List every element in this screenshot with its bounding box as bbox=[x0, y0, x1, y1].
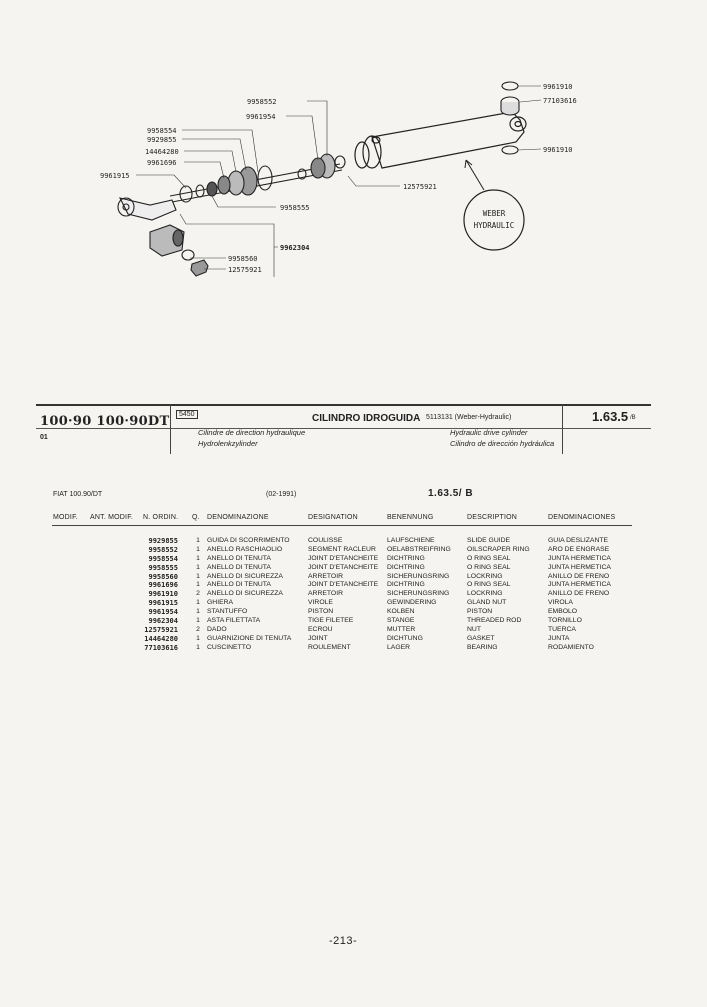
table-row bbox=[0, 626, 707, 635]
model-name: 100·90 100·90DT bbox=[40, 414, 170, 429]
title-english: Hydraulic drive cylinder bbox=[450, 428, 528, 437]
cell-part-number: 9958552 bbox=[148, 545, 178, 554]
cell-name-german: DICHTRING bbox=[387, 581, 425, 589]
col-header-designation: DESIGNATION bbox=[308, 514, 358, 521]
table-ref-code: 1.63.5/ B bbox=[428, 488, 474, 499]
cell-part-number: 9958554 bbox=[148, 554, 178, 563]
col-header-denominazione: DENOMINAZIONE bbox=[207, 514, 269, 521]
cell-name-spanish: ANILLO DE FRENO bbox=[548, 590, 610, 598]
title-code: 5113131 (Weber-Hydraulic) bbox=[426, 414, 512, 421]
label-14464280: 14464280 bbox=[145, 148, 179, 156]
cell-part-number: 9961954 bbox=[148, 608, 178, 617]
cell-name-spanish: RODAMIENTO bbox=[548, 643, 594, 651]
table-row bbox=[0, 564, 707, 573]
model-sub: 01 bbox=[40, 434, 48, 441]
col-header-n-ordin: N. ORDIN. bbox=[143, 514, 179, 521]
page-title: CILINDRO IDROGUIDA bbox=[312, 413, 421, 424]
cell-name-italian: CUSCINETTO bbox=[207, 643, 252, 651]
cell-quantity: 1 bbox=[196, 537, 200, 544]
cell-name-french: PISTON bbox=[308, 608, 334, 616]
cell-name-italian: GUIDA DI SCORRIMENTO bbox=[207, 537, 290, 544]
cell-part-number: 9962304 bbox=[148, 617, 178, 626]
cell-quantity: 1 bbox=[196, 634, 200, 642]
col-header-ant-modif: ANT. MODIF. bbox=[90, 514, 134, 521]
exploded-diagram bbox=[0, 0, 707, 300]
cell-name-german: DICHTUNG bbox=[387, 634, 423, 642]
label-9958560: 9958560 bbox=[228, 255, 258, 263]
cell-part-number: 12575921 bbox=[144, 625, 178, 634]
table-model-line: FIAT 100.90/DT bbox=[53, 491, 103, 498]
cell-name-spanish: ARO DE ENGRASE bbox=[548, 545, 610, 553]
cell-quantity: 1 bbox=[196, 545, 200, 553]
label-9961696: 9961696 bbox=[147, 159, 177, 167]
cell-name-spanish: EMBOLO bbox=[548, 608, 578, 616]
cell-name-german: DICHTRING bbox=[387, 563, 425, 571]
cell-name-english: OILSCRAPER RING bbox=[467, 545, 530, 553]
cell-name-english: O RING SEAL bbox=[467, 554, 511, 562]
cell-name-spanish: TORNILLO bbox=[548, 617, 582, 625]
cell-name-english: GLAND NUT bbox=[467, 599, 507, 607]
cell-name-german: MUTTER bbox=[387, 625, 416, 633]
parts-list bbox=[0, 537, 707, 653]
cell-part-number: 9961696 bbox=[148, 581, 178, 590]
cell-name-italian: GHIERA bbox=[207, 599, 234, 607]
header-underline bbox=[52, 525, 632, 526]
cell-name-italian: ANELLO DI TENUTA bbox=[207, 581, 271, 589]
label-9958555: 9958555 bbox=[280, 204, 310, 212]
cell-name-german: DICHTRING bbox=[387, 554, 425, 562]
cell-name-english: LOCKRING bbox=[467, 572, 503, 580]
table-date-range: (02-1991) bbox=[266, 491, 297, 498]
label-9929855: 9929855 bbox=[147, 136, 177, 144]
cell-part-number: 9961915 bbox=[148, 599, 178, 608]
cell-name-french: ARRETOIR bbox=[308, 572, 343, 580]
group-code-box: 5450 bbox=[176, 410, 198, 419]
cylinder-body bbox=[355, 112, 526, 168]
cell-name-italian: DADO bbox=[207, 625, 227, 633]
cell-name-english: O RING SEAL bbox=[467, 581, 511, 589]
section-number: 1.63.5 bbox=[592, 409, 629, 424]
cell-name-french: SEGMENT RACLEUR bbox=[308, 545, 376, 553]
label-12575921-top: 12575921 bbox=[403, 183, 437, 191]
leader-lines bbox=[136, 86, 541, 277]
cell-name-english: THREADED ROD bbox=[467, 617, 522, 625]
cell-name-german: OELABSTREIFRING bbox=[387, 545, 451, 553]
cell-name-italian: GUARNIZIONE DI TENUTA bbox=[207, 634, 292, 642]
title-german: Hydrolenkzylinder bbox=[198, 439, 258, 448]
header-divider-right bbox=[562, 404, 563, 454]
table-row bbox=[0, 644, 707, 653]
cell-name-italian: ASTA FILETTATA bbox=[207, 617, 261, 625]
cell-name-italian: ANELLO DI SICUREZZA bbox=[207, 590, 283, 598]
table-row bbox=[0, 599, 707, 608]
cell-name-english: BEARING bbox=[467, 643, 498, 651]
cell-part-number: 9958555 bbox=[148, 563, 178, 572]
cell-name-german: LAGER bbox=[387, 643, 411, 651]
cell-quantity: 2 bbox=[196, 625, 200, 633]
cell-quantity: 1 bbox=[196, 572, 200, 580]
cell-name-spanish: ANILLO DE FRENO bbox=[548, 572, 610, 580]
label-9962304: 9962304 bbox=[280, 244, 310, 252]
cell-name-french: JOINT D'ETANCHEITE bbox=[308, 563, 379, 571]
cell-name-german: SICHERUNGSRING bbox=[387, 572, 450, 580]
cell-part-number: 14464280 bbox=[144, 634, 178, 643]
section-suffix: /B bbox=[630, 415, 636, 421]
table-row bbox=[0, 537, 707, 546]
cell-name-french: TIGE FILETEE bbox=[308, 617, 354, 625]
label-9961910-bottom: 9961910 bbox=[543, 146, 573, 154]
title-spanish: Cilindro de dirección hydráulica bbox=[450, 439, 555, 448]
cell-part-number: 9958560 bbox=[148, 572, 178, 581]
title-french: Cilindre de direction hydraulique bbox=[198, 428, 306, 437]
cell-name-french: JOINT bbox=[308, 634, 328, 642]
cell-quantity: 1 bbox=[196, 599, 200, 607]
cell-name-german: GEWINDERING bbox=[387, 599, 437, 607]
cell-name-german: KOLBEN bbox=[387, 608, 415, 616]
label-12575921-bottom: 12575921 bbox=[228, 266, 262, 274]
cell-name-spanish: JUNTA bbox=[548, 634, 570, 642]
label-77103616: 77103616 bbox=[543, 97, 577, 105]
col-header-qty: Q. bbox=[192, 514, 200, 521]
cell-name-italian: ANELLO RASCHIAOLIO bbox=[207, 545, 283, 553]
cell-name-spanish: TUERCA bbox=[548, 625, 576, 633]
label-9958554: 9958554 bbox=[147, 127, 177, 135]
table-row bbox=[0, 590, 707, 599]
header-divider-left bbox=[170, 404, 171, 454]
cell-name-french: ROULEMENT bbox=[308, 643, 351, 651]
col-header-modif: MODIF. bbox=[53, 514, 78, 521]
cell-name-french: JOINT D'ETANCHEITE bbox=[308, 581, 379, 589]
badge-line2: HYDRAULIC bbox=[473, 221, 515, 230]
table-row bbox=[0, 546, 707, 555]
cell-name-french: ARRETOIR bbox=[308, 590, 343, 598]
label-9961954: 9961954 bbox=[246, 113, 276, 121]
cell-quantity: 1 bbox=[196, 617, 200, 625]
cell-name-italian: STANTUFFO bbox=[207, 608, 248, 616]
cell-part-number: 77103616 bbox=[144, 643, 178, 652]
table-row bbox=[0, 581, 707, 590]
col-header-description: DESCRIPTION bbox=[467, 514, 518, 521]
label-9961915: 9961915 bbox=[100, 172, 130, 180]
cell-name-english: NUT bbox=[467, 625, 481, 633]
header-top-rule bbox=[36, 404, 651, 406]
cell-name-spanish: VIROLA bbox=[548, 599, 573, 607]
label-9961910-top: 9961910 bbox=[543, 83, 573, 91]
cell-name-spanish: JUNTA HERMETICA bbox=[548, 554, 611, 562]
cell-name-german: LAUFSCHIENE bbox=[387, 537, 435, 544]
cell-name-french: COULISSE bbox=[308, 537, 343, 544]
table-row bbox=[0, 635, 707, 644]
weber-hydraulic-badge bbox=[464, 160, 524, 250]
badge-line1: WEBER bbox=[482, 209, 506, 218]
cell-quantity: 1 bbox=[196, 608, 200, 616]
table-row bbox=[0, 617, 707, 626]
cell-name-spanish: JUNTA HERMETICA bbox=[548, 581, 611, 589]
col-header-denominaciones: DENOMINACIONES bbox=[548, 514, 616, 521]
cell-name-english: SLIDE GUIDE bbox=[467, 537, 511, 544]
cell-name-english: O RING SEAL bbox=[467, 563, 511, 571]
table-row bbox=[0, 608, 707, 617]
table-row bbox=[0, 573, 707, 582]
cell-name-english: LOCKRING bbox=[467, 590, 503, 598]
cell-quantity: 2 bbox=[196, 590, 200, 598]
cell-quantity: 1 bbox=[196, 643, 200, 651]
cell-name-french: ECROU bbox=[308, 625, 333, 633]
cell-name-german: STANGE bbox=[387, 617, 415, 625]
cell-name-english: PISTON bbox=[467, 608, 493, 616]
label-9958552: 9958552 bbox=[247, 98, 277, 106]
cell-name-english: GASKET bbox=[467, 634, 495, 642]
cell-quantity: 1 bbox=[196, 563, 200, 571]
cell-name-german: SICHERUNGSRING bbox=[387, 590, 450, 598]
cell-quantity: 1 bbox=[196, 554, 200, 562]
cell-name-spanish: GUIA DESLIZANTE bbox=[548, 537, 609, 544]
cell-name-french: JOINT D'ETANCHEITE bbox=[308, 554, 379, 562]
col-header-benennung: BENENNUNG bbox=[387, 514, 434, 521]
table-row bbox=[0, 555, 707, 564]
page-number: -213- bbox=[329, 935, 358, 947]
cell-name-italian: ANELLO DI SICUREZZA bbox=[207, 572, 283, 580]
cell-name-french: VIROLE bbox=[308, 599, 333, 607]
cell-name-italian: ANELLO DI TENUTA bbox=[207, 554, 271, 562]
cell-name-italian: ANELLO DI TENUTA bbox=[207, 563, 271, 571]
lower-nut-parts bbox=[150, 225, 208, 276]
cell-quantity: 1 bbox=[196, 581, 200, 589]
cell-part-number: 9929855 bbox=[148, 537, 178, 545]
cell-name-spanish: JUNTA HERMETICA bbox=[548, 563, 611, 571]
cell-part-number: 9961910 bbox=[148, 590, 178, 599]
